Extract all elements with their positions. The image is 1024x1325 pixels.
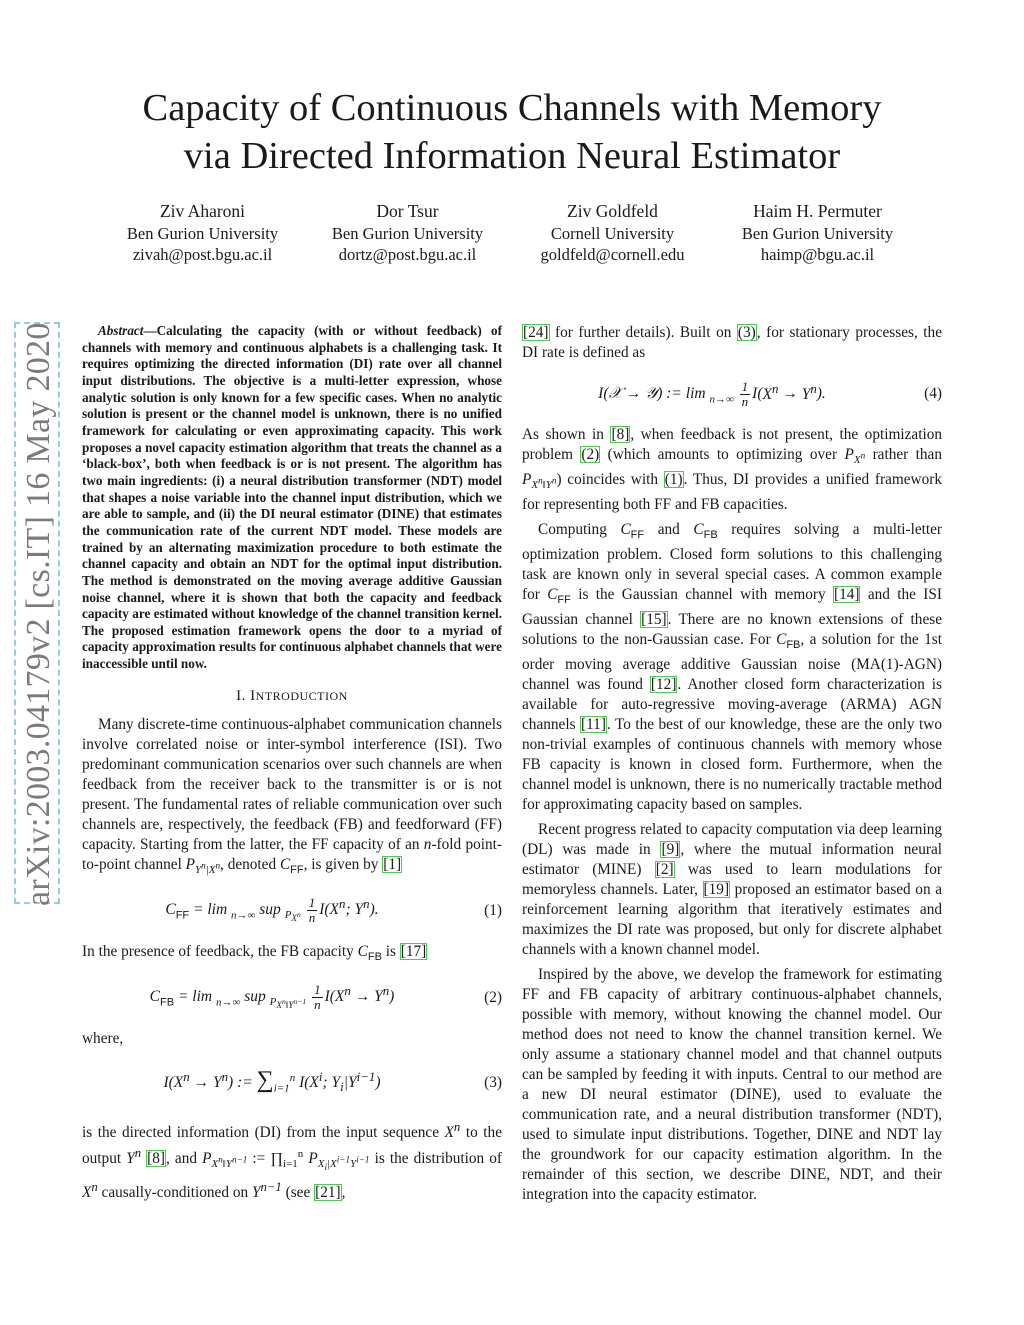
citation-link[interactable]: (1) <box>664 471 683 489</box>
paper-title <box>0 84 1024 180</box>
abstract-label: Abstract <box>98 323 144 338</box>
citation-link[interactable]: [9] <box>661 841 680 859</box>
author-affiliation: Cornell University <box>550 224 675 243</box>
citation-link[interactable]: [14] <box>833 586 860 604</box>
equation-number: (4) <box>924 385 942 402</box>
paragraph-closed-form: Computing $C_{FF}$ and $C_{FB}$ requires solving a multi-letter optimization problem. Closed form solutions to this challenging task are known only in several special cases. A common example for $C_{FF}$ is the Gaussian channel with memory [14] and the ISI Gaussian channel [15]. There are no known extensions of these solutions to the non-Gaussian case. For $C_{FB}$, a solution for the 1st order moving average additive Gaussian noise (MA(1)-AGN) channel was found [12]. Another closed form characterization is available for auto-regressive moving-average (ARMA) AGN channels [11]. To the best of our knowledge, these are the only two non-trivial examples of continuous channels with memory whose FB capacity is known in closed form. Furthermore, when the channel model is unknown, there is no numerically tractable method for approximating capacity based on samples. <box>522 521 943 814</box>
author-3 <box>510 201 715 265</box>
citation-link[interactable]: (3) <box>737 324 756 341</box>
paragraph-deep-learning: Recent progress related to capacity computation via deep learning (DL) was made in [9], where the mutual information neural estimator (MINE) [2] was used to learn modulations for memoryless channels. Later, [19] proposed an estimator based on a reinforcement learning algorithm that iteratively estimates and maximizes the DI rate was proposed, but only for discrete alphabet channels with a known channel model. <box>522 821 942 959</box>
author-name: Haim H. Permuter <box>753 201 882 221</box>
author-1 <box>100 201 305 265</box>
author-name: Dor Tsur <box>376 201 439 221</box>
equation-4 <box>522 369 942 419</box>
citation-link[interactable]: [17] <box>400 942 427 960</box>
author-affiliation: Ben Gurion University <box>126 224 279 243</box>
citation-link[interactable]: [8] <box>611 426 630 443</box>
author-block <box>100 201 960 265</box>
equation-body: I(𝒳 → 𝒴) := lim $_{n\to\infty}$ $\frac{1}{n} I(X^n \to Y^n)$. <box>598 379 826 410</box>
citation-link[interactable]: [12] <box>650 676 677 694</box>
citation-link[interactable]: [2] <box>655 861 674 879</box>
title-line-2: via Directed Information Neural Estimator <box>183 135 841 177</box>
arxiv-identifier: arXiv:2003.04179v2 [cs.IT] 16 May 2020 <box>20 322 57 906</box>
equation-number: (1) <box>484 901 502 919</box>
equation-1 <box>82 886 502 936</box>
author-name: Ziv Aharoni <box>159 201 246 221</box>
equation-body: $C_{FF} = \lim _{n\to\infty}$ sup $_{P_{X^n}}$ $\frac{1}{n} I(X^n$; $Y^n$). <box>165 894 379 925</box>
paragraph-di-rate: [24] for further details). Built on (3), for stationary processes, the DI rate is defined as <box>522 324 942 361</box>
author-email: goldfeld@cornell.edu <box>540 245 685 264</box>
paragraph-optimization: As shown in [8], when feedback is not present, the optimization problem (2) (which amounts to optimizing over $P_{X^n}$ rather than $P_{X^n‖Y^n}$) coincides with (1). Thus, DI provides a unified framework for representing both FF and FB capacities. <box>522 426 942 514</box>
right-column <box>522 323 942 1205</box>
equation-number: (3) <box>484 1073 502 1091</box>
paragraph-contribution: Inspired by the above, we develop the framework for estimating FF and FB capacity of arbitrary continuous-alphabet channels, possible with memory, without knowing the channel model. Our method does not need to know the channel transition kernel. We only assume a stationary channel model and that channel outputs can be sampled by feeding it with inputs. Central to our method are a new DI neural estimator (DINE), used to evaluate the communication rate, and a neural distribution transformer (NDT), used to simulate input distributions. Together, DINE and NDT lay the groundwork for our capacity estimation algorithm. In the remainder of this section, we describe DINE, NDT, and their integration into the capacity estimator. <box>522 966 942 1204</box>
citation-link[interactable]: [8] <box>147 1150 166 1168</box>
author-email: dortz@post.bgu.ac.il <box>338 245 477 264</box>
author-email: haimp@bgu.ac.il <box>760 245 875 264</box>
citation-link[interactable]: [19] <box>703 881 730 899</box>
paragraph-intro: Many discrete-time continuous-alphabet communication channels involve correlated noise or inter-symbol interference (ISI). Two predominant communication scenarios over such channels are when feedback from the receiver back to the transmitter is or is not present. The fundamental rates of reliable communication over such channels are, respectively, the feedback (FB) and feedforward (FF) capacity. Starting from the latter, the FF capacity of an n-fold point-to-point channel $P_{Y^n|X^n}$, denoted $C_{FF}$, is given by [1] <box>82 715 502 876</box>
author-affiliation: Ben Gurion University <box>741 224 894 243</box>
citation-link[interactable]: [21] <box>315 1184 341 1202</box>
equation-2 <box>82 973 502 1023</box>
citation-link[interactable]: [24] <box>523 324 549 341</box>
paragraph-feedback: In the presence of feedback, the FB capacity $C_{FB}$ is [17] <box>82 942 427 963</box>
equation-body: $I(X^n \to Y^n)$ := $\sum_{i=1}^n$ $I(X^i$; $Y_i|Y^{i-1}$) <box>163 1067 381 1095</box>
abstract <box>82 323 502 673</box>
left-column <box>82 323 502 1203</box>
author-2 <box>305 201 510 265</box>
author-email: zivah@post.bgu.ac.il <box>132 245 273 264</box>
paragraph-directed-information: is the directed information (DI) from the input sequence $X^n$ to the output $Y^n$ [8], and $P_{X^n‖Y^{n-1}}$ := $\prod_{i=1}^n$ $P_{X_i|X^{i-1}Y^{i-1}}$ is the distribution of $X^n$ causally-conditioned on $Y^{n-1}$ (see [21], <box>82 1119 503 1202</box>
equation-body: $C_{FB} = \lim _{n\to\infty}$ sup $_{P_{X^n‖Y^{n-1}}}$ $\frac{1}{n} I(X^n \to Y^n)$ <box>149 981 395 1012</box>
citation-link[interactable]: [11] <box>581 716 606 734</box>
author-affiliation: Ben Gurion University <box>331 224 484 243</box>
abstract-text: —Calculating the capacity (with or without feedback) of channels with memory and continuous alphabets is a challenging task. It requires optimizing the directed information (DI) rate over all channel input distributions. The objective is a multi-letter expression, whose analytic solution is only known for a few specific cases. When no analytic solution is present or the channel model is unknown, there is no unified framework for calculating or even approximating capacity. This work proposes a novel capacity estimation algorithm that treats the channel as a ‘black-box’, both when feedback is or is not present. The algorithm has two main ingredients: (i) a neural distribution transformer (NDT) model that shapes a noise variable into the channel input distribution, which we are able to sample, and (ii) the DI neural estimator (DINE) that estimates the communication rate of the current NDT model. These models are trained by an alternating maximization procedure to both estimate the channel capacity and obtain an NDT for the optimal input distribution. The method is demonstrated on the moving average additive Gaussian noise channel, where it is shown that both the capacity and feedback capacity are estimated without knowledge of the channel transition kernel. The proposed estimation framework opens the door to a myriad of capacity approximation results for continuous alphabet channels that were inaccessible until now. <box>82 323 502 672</box>
author-4 <box>715 201 920 265</box>
equation-number: (2) <box>484 988 502 1006</box>
arxiv-stamp <box>14 322 60 904</box>
citation-link[interactable]: [1] <box>383 855 402 873</box>
where-text: where, <box>82 1029 124 1047</box>
equation-3 <box>82 1055 502 1111</box>
citation-link[interactable]: [15] <box>641 611 667 629</box>
citation-link[interactable]: (2) <box>581 446 600 463</box>
author-name: Ziv Goldfeld <box>567 201 658 221</box>
section-heading-introduction: I. INTRODUCTION <box>236 687 348 704</box>
title-line-1: Capacity of Continuous Channels with Memory <box>142 87 882 129</box>
